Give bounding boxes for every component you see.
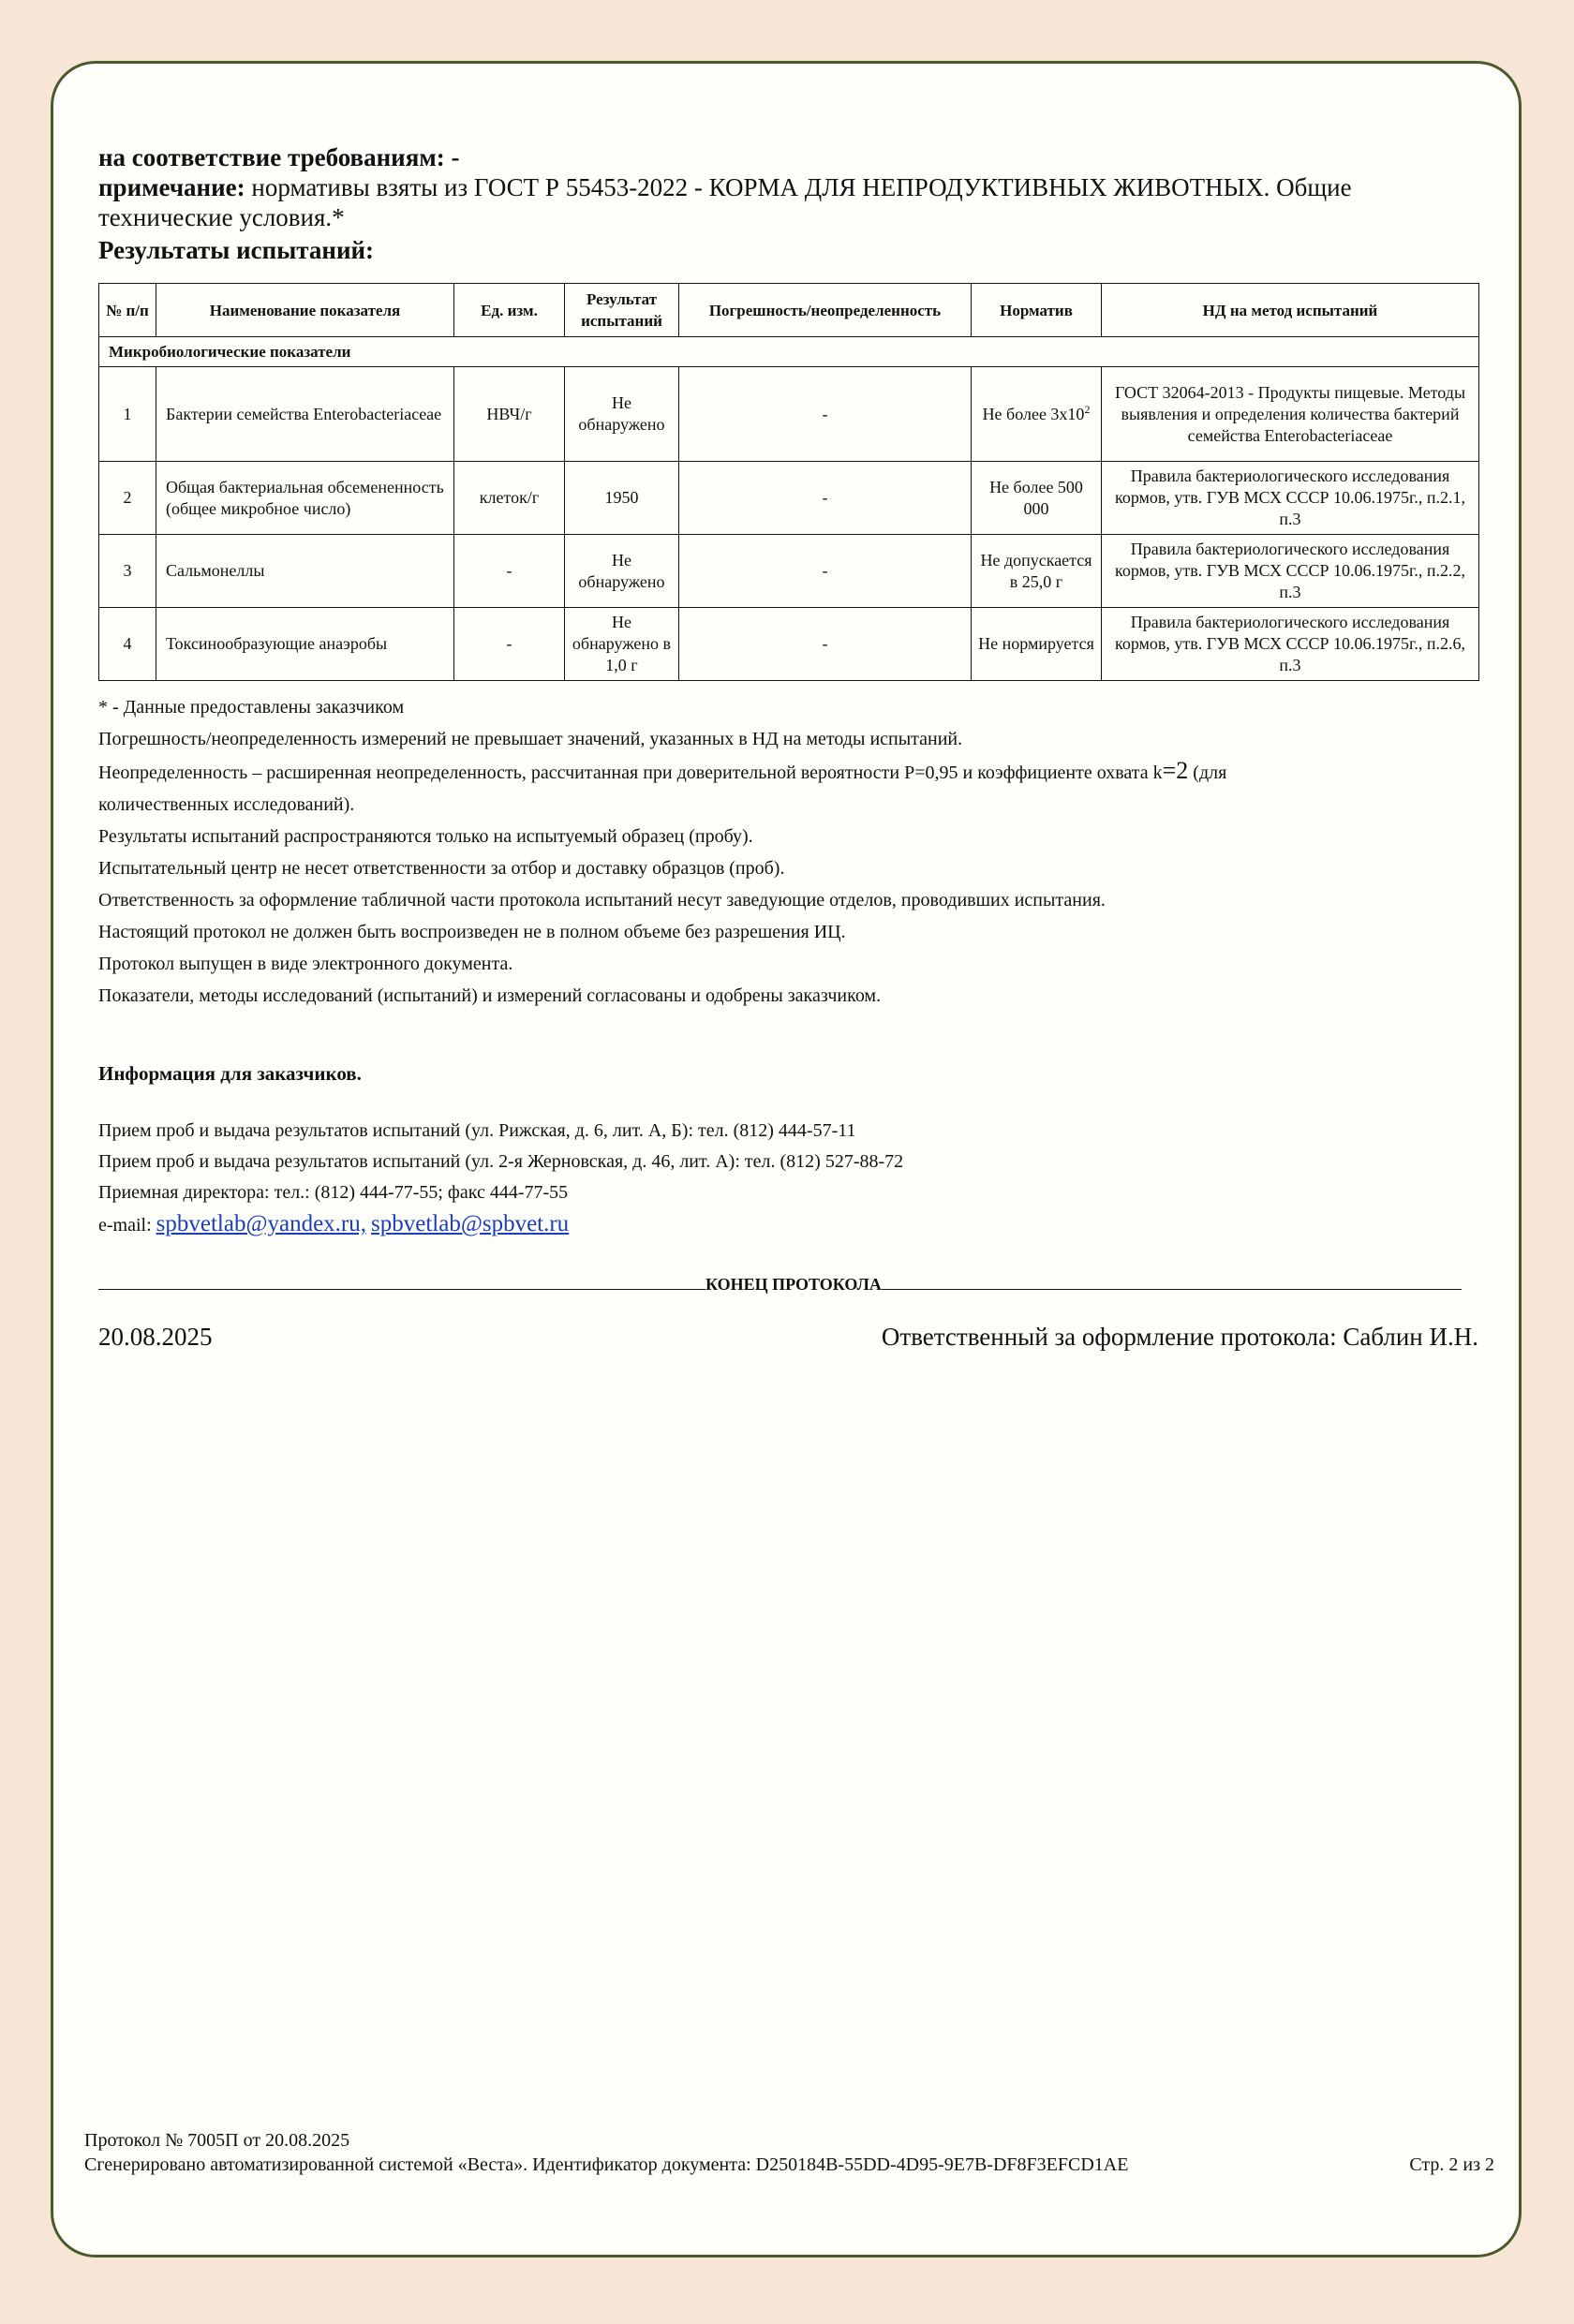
cell-num: 2 [99, 462, 156, 535]
note-responsibility: Ответственность за оформление табличной части протокола испытаний несут заведующие отделов, проводивших испытания. [98, 890, 1106, 910]
col-norm: Норматив [972, 284, 1102, 337]
cell-name: Сальмонеллы [156, 535, 454, 608]
customer-info-block [98, 1058, 1480, 1241]
note-sampling: Испытательный центр не несет ответственности за отбор и доставку образцов (проб). [98, 858, 785, 879]
cell-num: 4 [99, 608, 156, 681]
cell-unit: клеток/г [454, 462, 565, 535]
signoff-line [98, 1321, 1478, 1353]
cell-result: Не обнаружено [565, 535, 679, 608]
end-rule-right [882, 1274, 1462, 1290]
table-row [99, 608, 1479, 681]
signoff-date: 20.08.2025 [98, 1323, 213, 1351]
cell-uncertainty: - [679, 608, 972, 681]
email-link-yandex[interactable]: spbvetlab@yandex.ru, [156, 1211, 366, 1236]
coverage-factor: =2 [1162, 757, 1189, 784]
cell-name: Общая бактериальная обсемененность (общее микробное число) [156, 462, 454, 535]
cell-norm: Не более 500 000 [972, 462, 1102, 535]
notes-block [98, 691, 1480, 1012]
cell-result: 1950 [565, 462, 679, 535]
cell-uncertainty: - [679, 367, 972, 462]
col-name: Наименование показателя [156, 284, 454, 337]
cell-unit: НВЧ/г [454, 367, 565, 462]
note-customer-data: * - Данные предоставлены заказчиком [98, 697, 405, 718]
results-table [98, 283, 1479, 681]
end-rule-left [98, 1274, 705, 1290]
cell-num: 3 [99, 535, 156, 608]
page-footer [84, 2128, 1494, 2177]
note-agreed: Показатели, методы исследований (испытаний) и измерений согласованы и одобрены заказчиком. [98, 985, 882, 1006]
table-header-row [99, 284, 1479, 337]
table-row [99, 462, 1479, 535]
contact-line-3: Приемная директора: тел.: (812) 444-77-55; факс 444-77-55 [98, 1182, 569, 1203]
header-block [98, 142, 1480, 266]
contact-line-1: Прием проб и выдача результатов испытаний (ул. Рижская, д. 6, лит. А, Б): тел. (812) 444-57-11 [98, 1120, 856, 1141]
norm-exponent: 2 [1084, 402, 1091, 416]
cell-result: Не обнаружено [565, 367, 679, 462]
note-expanded-uncertainty-tail: (для [1188, 762, 1227, 783]
cell-method: Правила бактериологического исследования кормов, утв. ГУВ МСХ СССР 10.06.1975г., п.2.1, п.3 [1102, 462, 1479, 535]
cell-unit: - [454, 608, 565, 681]
cell-uncertainty: - [679, 462, 972, 535]
email-label: e-mail: [98, 1215, 152, 1236]
cell-norm: Не нормируется [972, 608, 1102, 681]
footer-protocol-number: Протокол № 7005П от 20.08.2025 [84, 2130, 350, 2151]
footer-generated-by: Сгенерировано автоматизированной системой «Веста». Идентификатор документа: D250184B-55DD-4D95-9E7B-DF8F3EFCD1AE [84, 2154, 1129, 2175]
end-of-protocol-line [98, 1274, 1462, 1295]
table-row [99, 367, 1479, 462]
note-line [98, 172, 1480, 202]
cell-uncertainty: - [679, 535, 972, 608]
cell-unit: - [454, 535, 565, 608]
customer-info-title: Информация для заказчиков. [98, 1062, 362, 1085]
note-text-continued: технические условия.* [98, 203, 345, 231]
compliance-label: на соответствие требованиям: [98, 143, 445, 171]
col-result: Результат испытаний [565, 284, 679, 337]
note-uncertainty-limit: Погрешность/неопределенность измерений не превышает значений, указанных в НД на методы испытаний. [98, 729, 963, 749]
cell-num: 1 [99, 367, 156, 462]
note-expanded-uncertainty-text: Неопределенность – расширенная неопределенность, рассчитанная при доверительной вероятности P=0,95 и коэффициенте охвата k [98, 762, 1163, 783]
results-title: Результаты испытаний: [98, 236, 375, 264]
cell-name: Бактерии семейства Enterobacteriaceae [156, 367, 454, 462]
contact-line-2: Прием проб и выдача результатов испытаний (ул. 2-я Жерновская, д. 46, лит. А): тел. (812) 527-88-72 [98, 1151, 904, 1172]
end-of-protocol-label: КОНЕЦ ПРОТОКОЛА [705, 1275, 882, 1294]
cell-result: Не обнаружено в 1,0 г [565, 608, 679, 681]
note-scope: Результаты испытаний распространяются только на испытуемый образец (пробу). [98, 826, 753, 847]
note-electronic: Протокол выпущен в виде электронного документа. [98, 954, 513, 974]
section-label: Микробиологические показатели [99, 337, 1479, 367]
note-reproduction: Настоящий протокол не должен быть воспроизведен не в полном объеме без разрешения ИЦ. [98, 922, 846, 942]
responsible-person: Ответственный за оформление протокола: Саблин И.Н. [881, 1323, 1478, 1351]
cell-method: Правила бактериологического исследования кормов, утв. ГУВ МСХ СССР 10.06.1975г., п.2.6, п.3 [1102, 608, 1479, 681]
footer-page-number: Стр. 2 из 2 [1409, 2154, 1494, 2175]
table-section-row [99, 337, 1479, 367]
compliance-value: - [451, 143, 460, 171]
col-uncertainty: Погрешность/неопределенность [679, 284, 972, 337]
cell-method: Правила бактериологического исследования кормов, утв. ГУВ МСХ СССР 10.06.1975г., п.2.2, п.3 [1102, 535, 1479, 608]
cell-method: ГОСТ 32064-2013 - Продукты пищевые. Методы выявления и определения количества бактерий семейства Enterobacteriaceae [1102, 367, 1479, 462]
cell-name: Токсинообразующие анаэробы [156, 608, 454, 681]
email-line [98, 1208, 1480, 1241]
col-method: НД на метод испытаний [1102, 284, 1479, 337]
note-expanded-uncertainty-cont: количественных исследований). [98, 794, 355, 815]
note-text: нормативы взяты из ГОСТ Р 55453-2022 - КОРМА ДЛЯ НЕПРОДУКТИВНЫХ ЖИВОТНЫХ. Общие [251, 173, 1352, 201]
note-expanded-uncertainty [98, 755, 1480, 789]
col-num: № п/п [99, 284, 156, 337]
note-label: примечание: [98, 173, 245, 201]
email-link-spbvet[interactable]: spbvetlab@spbvet.ru [371, 1211, 570, 1236]
table-row [99, 535, 1479, 608]
compliance-line [98, 142, 1480, 172]
cell-norm: Не допускается в 25,0 г [972, 535, 1102, 608]
cell-norm [972, 367, 1102, 462]
norm-text: Не более 3x10 [982, 404, 1085, 423]
col-unit: Ед. изм. [454, 284, 565, 337]
